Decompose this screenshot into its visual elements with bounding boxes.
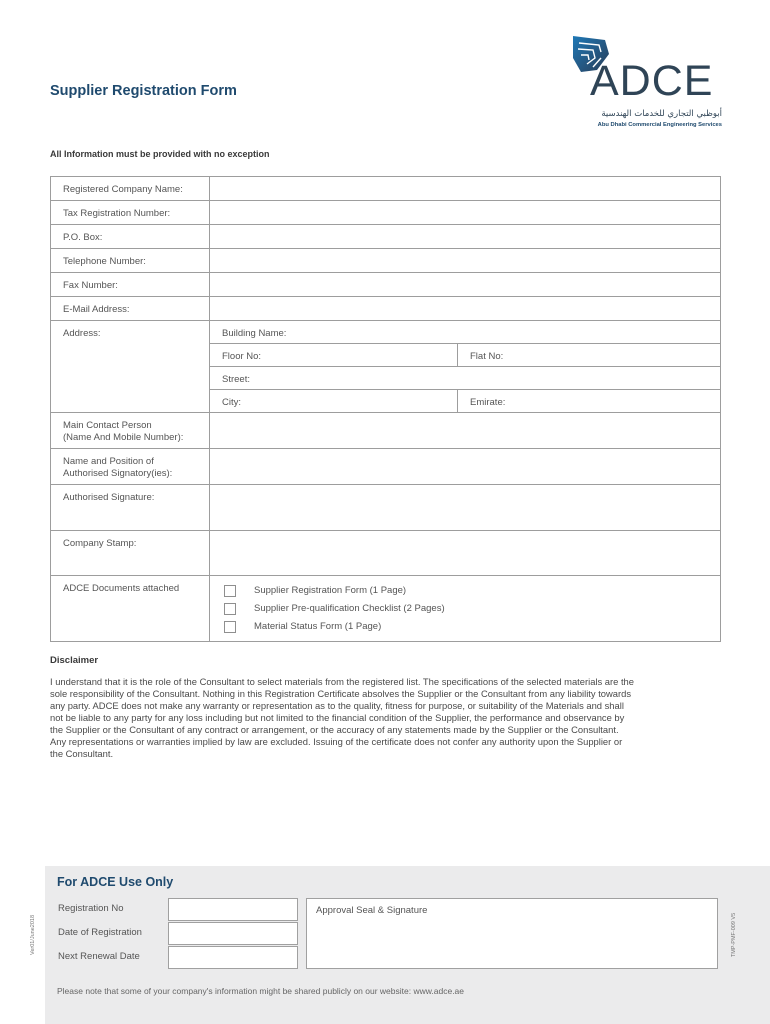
document-item-label: Supplier Registration Form (1 Page) [254,585,407,597]
renewal-date-label: Next Renewal Date [58,951,140,962]
telephone-label: Telephone Number: [51,249,210,273]
renewal-date-field[interactable] [168,946,298,969]
main-contact-label [51,413,210,449]
document-item [224,618,708,636]
table-row [51,273,721,297]
disclaimer-title: Disclaimer [50,655,99,666]
table-row [51,485,721,531]
registration-no-field[interactable] [168,898,298,921]
logo-wordmark: ADCE [590,57,714,105]
emirate-field[interactable]: Emirate: [458,390,721,413]
signature-field[interactable] [210,485,721,531]
logo-arabic-text: أبوظبي التجاري للخدمات الهندسية [601,109,722,119]
table-row [51,413,721,449]
main-contact-field[interactable] [210,413,721,449]
disclaimer-line: not be liable to any party for any loss including but not limited to the financial condition of the Supplier, the performance and observance by [50,712,625,723]
registration-no-label: Registration No [58,903,124,914]
table-row [51,177,721,201]
disclaimer-line: any party. ADCE does not make any warranty or representation as to the quality, fitness for purpose, or suitability of the Materials and shall [50,700,624,711]
signatory-field[interactable] [210,449,721,485]
registration-form-checkbox[interactable] [224,585,236,597]
documents-label: ADCE Documents attached [51,576,210,642]
logo-subtitle: Abu Dhabi Commercial Engineering Services [597,122,722,128]
table-row [51,249,721,273]
document-item-label: Material Status Form (1 Page) [254,621,382,633]
table-row [51,531,721,576]
po-box-label: P.O. Box: [51,225,210,249]
fax-field[interactable] [210,273,721,297]
table-row [51,201,721,225]
floor-no-field[interactable]: Floor No: [210,344,458,367]
signature-label: Authorised Signature: [51,485,210,531]
disclaimer-line: sole responsibility of the Consultant. Nothing in this Registration Certificate absolves the Supplier or the Consultant from any liability towards [50,688,632,699]
disclaimer-line: the Supplier or the Consultant of any contract or arrangement, or the accuracy of any statements made by the Supplier or the Consultant. [50,724,619,735]
disclaimer-text [50,676,722,760]
po-box-field[interactable] [210,225,721,249]
tax-number-label: Tax Registration Number: [51,201,210,225]
version-side-text: Ver01/June2018 [30,914,36,956]
approval-seal-label: Approval Seal & Signature [316,905,428,916]
street-field[interactable]: Street: [210,367,721,390]
signatory-label-line1: Name and Position of [63,456,154,467]
tax-number-field[interactable] [210,201,721,225]
registration-form-table [50,176,721,642]
table-row [51,449,721,485]
documents-checklist [210,576,721,642]
company-name-label: Registered Company Name: [51,177,210,201]
disclaimer-line: I understand that it is the role of the Consultant to select materials from the registered list. The specifications of the selected materials are the [50,676,634,687]
table-row [51,321,721,344]
fax-label: Fax Number: [51,273,210,297]
email-label: E-Mail Address: [51,297,210,321]
notice-text: All Information must be provided with no exception [50,149,270,159]
company-name-field[interactable] [210,177,721,201]
table-row [51,225,721,249]
building-name-field[interactable]: Building Name: [210,321,721,344]
company-stamp-label: Company Stamp: [51,531,210,576]
table-row [51,297,721,321]
document-item [224,582,708,600]
registration-date-field[interactable] [168,922,298,945]
prequalification-checkbox[interactable] [224,603,236,615]
material-status-checkbox[interactable] [224,621,236,633]
city-field[interactable]: City: [210,390,458,413]
website-footnote: Please note that some of your company's information might be shared publicly on our website: www.adce.ae [57,986,465,996]
document-item [224,600,708,618]
page-title: Supplier Registration Form [50,83,237,99]
document-item-label: Supplier Pre-qualification Checklist (2 Pages) [254,603,445,615]
main-contact-label-line2: (Name And Mobile Number): [63,431,184,443]
company-stamp-field[interactable] [210,531,721,576]
registration-date-label: Date of Registration [58,927,142,938]
flat-no-field[interactable]: Flat No: [458,344,721,367]
template-code-side-text: TMP-PMF-009 V5 [731,912,737,958]
signatory-label-line2: Authorised Signatory(ies): [63,467,173,479]
telephone-field[interactable] [210,249,721,273]
disclaimer-line: the Consultant. [50,748,114,759]
table-row [51,576,721,642]
address-label: Address: [51,321,210,413]
approval-seal-box[interactable] [306,898,718,969]
office-use-title: For ADCE Use Only [57,875,174,889]
signatory-label [51,449,210,485]
email-field[interactable] [210,297,721,321]
main-contact-label-line1: Main Contact Person [63,420,152,431]
disclaimer-line: Any representations or warranties implied by law are excluded. Issuing of the certificate does not confer any authority upon the Supplier or [50,736,623,747]
